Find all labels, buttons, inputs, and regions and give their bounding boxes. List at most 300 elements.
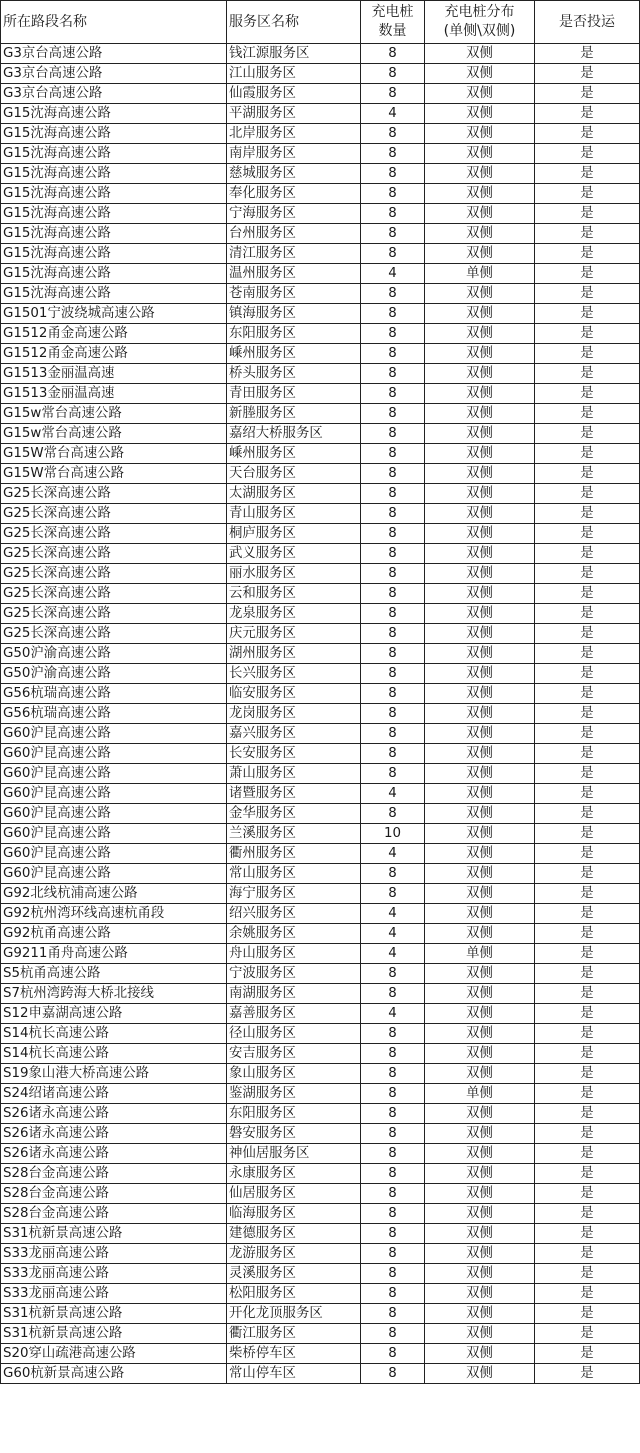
cell-in-operation: 是 bbox=[535, 344, 640, 364]
table-row bbox=[1, 104, 640, 124]
cell-charger-count: 8 bbox=[361, 1204, 425, 1224]
cell-in-operation: 是 bbox=[535, 384, 640, 404]
cell-road: G56杭瑞高速公路 bbox=[1, 704, 227, 724]
cell-charger-count: 8 bbox=[361, 1304, 425, 1324]
cell-charger-count: 8 bbox=[361, 384, 425, 404]
cell-service-area: 慈城服务区 bbox=[227, 164, 361, 184]
cell-road: S31杭新景高速公路 bbox=[1, 1224, 227, 1244]
table-row bbox=[1, 804, 640, 824]
cell-in-operation: 是 bbox=[535, 44, 640, 64]
cell-road: G15沈海高速公路 bbox=[1, 124, 227, 144]
table-header bbox=[1, 1, 640, 44]
cell-in-operation: 是 bbox=[535, 824, 640, 844]
cell-distribution: 双侧 bbox=[425, 284, 535, 304]
cell-service-area: 桥头服务区 bbox=[227, 364, 361, 384]
cell-distribution: 双侧 bbox=[425, 1124, 535, 1144]
cell-charger-count: 8 bbox=[361, 284, 425, 304]
table-row bbox=[1, 1144, 640, 1164]
cell-in-operation: 是 bbox=[535, 404, 640, 424]
cell-in-operation: 是 bbox=[535, 624, 640, 644]
cell-distribution: 双侧 bbox=[425, 44, 535, 64]
cell-road: G1513金丽温高速 bbox=[1, 364, 227, 384]
table-row bbox=[1, 884, 640, 904]
cell-road: G15w常台高速公路 bbox=[1, 404, 227, 424]
cell-in-operation: 是 bbox=[535, 884, 640, 904]
cell-service-area: 磐安服务区 bbox=[227, 1124, 361, 1144]
cell-distribution: 双侧 bbox=[425, 604, 535, 624]
cell-distribution: 双侧 bbox=[425, 384, 535, 404]
cell-road: G60沪昆高速公路 bbox=[1, 784, 227, 804]
cell-service-area: 宁海服务区 bbox=[227, 204, 361, 224]
cell-distribution: 双侧 bbox=[425, 924, 535, 944]
table-row bbox=[1, 404, 640, 424]
cell-in-operation: 是 bbox=[535, 984, 640, 1004]
cell-service-area: 鉴湖服务区 bbox=[227, 1084, 361, 1104]
cell-in-operation: 是 bbox=[535, 864, 640, 884]
cell-in-operation: 是 bbox=[535, 604, 640, 624]
table-row bbox=[1, 1004, 640, 1024]
cell-charger-count: 8 bbox=[361, 164, 425, 184]
cell-road: G60沪昆高速公路 bbox=[1, 764, 227, 784]
cell-distribution: 双侧 bbox=[425, 744, 535, 764]
cell-service-area: 余姚服务区 bbox=[227, 924, 361, 944]
cell-service-area: 嵊州服务区 bbox=[227, 344, 361, 364]
cell-distribution: 双侧 bbox=[425, 884, 535, 904]
cell-distribution: 双侧 bbox=[425, 484, 535, 504]
cell-distribution: 双侧 bbox=[425, 1224, 535, 1244]
cell-distribution: 双侧 bbox=[425, 224, 535, 244]
table-row bbox=[1, 964, 640, 984]
cell-service-area: 温州服务区 bbox=[227, 264, 361, 284]
cell-road: G15沈海高速公路 bbox=[1, 164, 227, 184]
cell-road: G25长深高速公路 bbox=[1, 504, 227, 524]
cell-charger-count: 8 bbox=[361, 524, 425, 544]
cell-charger-count: 10 bbox=[361, 824, 425, 844]
cell-distribution: 双侧 bbox=[425, 144, 535, 164]
cell-service-area: 东阳服务区 bbox=[227, 324, 361, 344]
cell-road: G25长深高速公路 bbox=[1, 584, 227, 604]
cell-road: G15W常台高速公路 bbox=[1, 444, 227, 464]
cell-service-area: 常山停车区 bbox=[227, 1364, 361, 1384]
cell-road: G15沈海高速公路 bbox=[1, 284, 227, 304]
cell-in-operation: 是 bbox=[535, 204, 640, 224]
cell-charger-count: 8 bbox=[361, 544, 425, 564]
table-row bbox=[1, 1084, 640, 1104]
cell-distribution: 双侧 bbox=[425, 1004, 535, 1024]
cell-road: G3京台高速公路 bbox=[1, 44, 227, 64]
table-row bbox=[1, 724, 640, 744]
cell-in-operation: 是 bbox=[535, 1304, 640, 1324]
cell-distribution: 双侧 bbox=[425, 904, 535, 924]
cell-in-operation: 是 bbox=[535, 704, 640, 724]
cell-charger-count: 8 bbox=[361, 304, 425, 324]
cell-service-area: 南湖服务区 bbox=[227, 984, 361, 1004]
cell-charger-count: 8 bbox=[361, 1044, 425, 1064]
cell-road: S14杭长高速公路 bbox=[1, 1024, 227, 1044]
table-row bbox=[1, 824, 640, 844]
table-row bbox=[1, 184, 640, 204]
cell-charger-count: 8 bbox=[361, 184, 425, 204]
cell-charger-count: 8 bbox=[361, 484, 425, 504]
cell-road: G25长深高速公路 bbox=[1, 564, 227, 584]
cell-distribution: 双侧 bbox=[425, 344, 535, 364]
cell-charger-count: 8 bbox=[361, 84, 425, 104]
cell-service-area: 新塍服务区 bbox=[227, 404, 361, 424]
cell-service-area: 丽水服务区 bbox=[227, 564, 361, 584]
cell-distribution: 双侧 bbox=[425, 64, 535, 84]
cell-in-operation: 是 bbox=[535, 1284, 640, 1304]
cell-distribution: 双侧 bbox=[425, 204, 535, 224]
cell-road: G60杭新景高速公路 bbox=[1, 1364, 227, 1384]
cell-service-area: 嘉绍大桥服务区 bbox=[227, 424, 361, 444]
cell-road: S31杭新景高速公路 bbox=[1, 1304, 227, 1324]
cell-service-area: 安吉服务区 bbox=[227, 1044, 361, 1064]
cell-service-area: 建德服务区 bbox=[227, 1224, 361, 1244]
table-row bbox=[1, 644, 640, 664]
cell-service-area: 嵊州服务区 bbox=[227, 444, 361, 464]
cell-service-area: 南岸服务区 bbox=[227, 144, 361, 164]
cell-road: G25长深高速公路 bbox=[1, 604, 227, 624]
cell-charger-count: 8 bbox=[361, 144, 425, 164]
table-row bbox=[1, 744, 640, 764]
cell-distribution: 双侧 bbox=[425, 324, 535, 344]
table-row bbox=[1, 664, 640, 684]
table-row bbox=[1, 204, 640, 224]
cell-road: S33龙丽高速公路 bbox=[1, 1244, 227, 1264]
cell-charger-count: 4 bbox=[361, 924, 425, 944]
cell-service-area: 武义服务区 bbox=[227, 544, 361, 564]
cell-road: G60沪昆高速公路 bbox=[1, 744, 227, 764]
cell-in-operation: 是 bbox=[535, 804, 640, 824]
cell-service-area: 金华服务区 bbox=[227, 804, 361, 824]
cell-road: S5杭甬高速公路 bbox=[1, 964, 227, 984]
cell-charger-count: 8 bbox=[361, 964, 425, 984]
cell-charger-count: 4 bbox=[361, 264, 425, 284]
table-row bbox=[1, 364, 640, 384]
table-row bbox=[1, 1364, 640, 1384]
cell-in-operation: 是 bbox=[535, 504, 640, 524]
cell-distribution: 双侧 bbox=[425, 424, 535, 444]
table-row bbox=[1, 984, 640, 1004]
cell-distribution: 双侧 bbox=[425, 244, 535, 264]
cell-in-operation: 是 bbox=[535, 544, 640, 564]
cell-charger-count: 8 bbox=[361, 1064, 425, 1084]
table-row bbox=[1, 144, 640, 164]
cell-service-area: 江山服务区 bbox=[227, 64, 361, 84]
cell-in-operation: 是 bbox=[535, 584, 640, 604]
cell-charger-count: 4 bbox=[361, 904, 425, 924]
cell-service-area: 天台服务区 bbox=[227, 464, 361, 484]
cell-distribution: 双侧 bbox=[425, 464, 535, 484]
cell-distribution: 双侧 bbox=[425, 1364, 535, 1384]
cell-road: G92杭甬高速公路 bbox=[1, 924, 227, 944]
header-charger-distribution bbox=[425, 1, 535, 44]
cell-service-area: 桐庐服务区 bbox=[227, 524, 361, 544]
cell-distribution: 双侧 bbox=[425, 844, 535, 864]
cell-in-operation: 是 bbox=[535, 304, 640, 324]
cell-charger-count: 8 bbox=[361, 1164, 425, 1184]
table-row bbox=[1, 944, 640, 964]
table-row bbox=[1, 1164, 640, 1184]
cell-in-operation: 是 bbox=[535, 484, 640, 504]
cell-charger-count: 8 bbox=[361, 864, 425, 884]
cell-road: G60沪昆高速公路 bbox=[1, 844, 227, 864]
table-row bbox=[1, 244, 640, 264]
cell-in-operation: 是 bbox=[535, 244, 640, 264]
cell-road: G15沈海高速公路 bbox=[1, 104, 227, 124]
cell-service-area: 灵溪服务区 bbox=[227, 1264, 361, 1284]
table-row bbox=[1, 264, 640, 284]
cell-charger-count: 8 bbox=[361, 244, 425, 264]
cell-distribution: 双侧 bbox=[425, 1204, 535, 1224]
cell-service-area: 清江服务区 bbox=[227, 244, 361, 264]
header-charger-count bbox=[361, 1, 425, 44]
cell-service-area: 嘉善服务区 bbox=[227, 1004, 361, 1024]
cell-service-area: 东阳服务区 bbox=[227, 1104, 361, 1124]
cell-road: G92杭州湾环线高速杭甬段 bbox=[1, 904, 227, 924]
cell-distribution: 双侧 bbox=[425, 584, 535, 604]
cell-road: G25长深高速公路 bbox=[1, 484, 227, 504]
table-row bbox=[1, 164, 640, 184]
cell-in-operation: 是 bbox=[535, 264, 640, 284]
cell-charger-count: 8 bbox=[361, 1104, 425, 1124]
cell-charger-count: 8 bbox=[361, 1224, 425, 1244]
cell-service-area: 宁波服务区 bbox=[227, 964, 361, 984]
cell-road: G15沈海高速公路 bbox=[1, 204, 227, 224]
cell-in-operation: 是 bbox=[535, 524, 640, 544]
table-row bbox=[1, 444, 640, 464]
cell-charger-count: 8 bbox=[361, 1264, 425, 1284]
cell-service-area: 苍南服务区 bbox=[227, 284, 361, 304]
cell-charger-count: 8 bbox=[361, 644, 425, 664]
cell-charger-count: 8 bbox=[361, 344, 425, 364]
cell-charger-count: 8 bbox=[361, 684, 425, 704]
cell-road: S31杭新景高速公路 bbox=[1, 1324, 227, 1344]
cell-in-operation: 是 bbox=[535, 844, 640, 864]
cell-distribution: 双侧 bbox=[425, 1104, 535, 1124]
cell-distribution: 双侧 bbox=[425, 444, 535, 464]
cell-service-area: 衢江服务区 bbox=[227, 1324, 361, 1344]
table-row bbox=[1, 464, 640, 484]
table-row bbox=[1, 1264, 640, 1284]
cell-distribution: 双侧 bbox=[425, 1264, 535, 1284]
cell-service-area: 龙岗服务区 bbox=[227, 704, 361, 724]
cell-in-operation: 是 bbox=[535, 144, 640, 164]
cell-road: G25长深高速公路 bbox=[1, 524, 227, 544]
cell-in-operation: 是 bbox=[535, 64, 640, 84]
cell-service-area: 开化龙顶服务区 bbox=[227, 1304, 361, 1324]
cell-distribution: 双侧 bbox=[425, 1284, 535, 1304]
cell-in-operation: 是 bbox=[535, 664, 640, 684]
table-row bbox=[1, 604, 640, 624]
cell-in-operation: 是 bbox=[535, 1004, 640, 1024]
table-row bbox=[1, 524, 640, 544]
cell-road: S19象山港大桥高速公路 bbox=[1, 1064, 227, 1084]
cell-in-operation: 是 bbox=[535, 944, 640, 964]
cell-charger-count: 8 bbox=[361, 1324, 425, 1344]
cell-road: S7杭州湾跨海大桥北接线 bbox=[1, 984, 227, 1004]
cell-charger-count: 8 bbox=[361, 564, 425, 584]
cell-charger-count: 8 bbox=[361, 744, 425, 764]
table-row bbox=[1, 624, 640, 644]
cell-service-area: 太湖服务区 bbox=[227, 484, 361, 504]
cell-road: S26诸永高速公路 bbox=[1, 1144, 227, 1164]
cell-distribution: 单侧 bbox=[425, 1084, 535, 1104]
cell-distribution: 双侧 bbox=[425, 1144, 535, 1164]
table-row bbox=[1, 1124, 640, 1144]
cell-in-operation: 是 bbox=[535, 444, 640, 464]
table-row bbox=[1, 1064, 640, 1084]
cell-service-area: 长兴服务区 bbox=[227, 664, 361, 684]
cell-distribution: 双侧 bbox=[425, 164, 535, 184]
cell-distribution: 双侧 bbox=[425, 1164, 535, 1184]
cell-distribution: 双侧 bbox=[425, 184, 535, 204]
table-row bbox=[1, 44, 640, 64]
cell-in-operation: 是 bbox=[535, 1344, 640, 1364]
cell-service-area: 松阳服务区 bbox=[227, 1284, 361, 1304]
cell-in-operation: 是 bbox=[535, 184, 640, 204]
cell-distribution: 双侧 bbox=[425, 664, 535, 684]
cell-in-operation: 是 bbox=[535, 924, 640, 944]
cell-road: G60沪昆高速公路 bbox=[1, 864, 227, 884]
cell-distribution: 双侧 bbox=[425, 1324, 535, 1344]
header-distribution-line1: 充电桩分布 bbox=[444, 4, 515, 20]
cell-road: G15沈海高速公路 bbox=[1, 224, 227, 244]
cell-distribution: 双侧 bbox=[425, 84, 535, 104]
cell-service-area: 仙居服务区 bbox=[227, 1184, 361, 1204]
cell-charger-count: 8 bbox=[361, 44, 425, 64]
cell-service-area: 萧山服务区 bbox=[227, 764, 361, 784]
cell-in-operation: 是 bbox=[535, 784, 640, 804]
cell-road: G25长深高速公路 bbox=[1, 544, 227, 564]
cell-charger-count: 4 bbox=[361, 784, 425, 804]
cell-in-operation: 是 bbox=[535, 764, 640, 784]
cell-charger-count: 8 bbox=[361, 1124, 425, 1144]
cell-service-area: 嘉兴服务区 bbox=[227, 724, 361, 744]
header-road: 所在路段名称 bbox=[1, 1, 227, 44]
cell-charger-count: 8 bbox=[361, 1144, 425, 1164]
cell-distribution: 双侧 bbox=[425, 364, 535, 384]
cell-charger-count: 4 bbox=[361, 944, 425, 964]
cell-charger-count: 8 bbox=[361, 364, 425, 384]
cell-service-area: 台州服务区 bbox=[227, 224, 361, 244]
cell-service-area: 青田服务区 bbox=[227, 384, 361, 404]
table-row bbox=[1, 304, 640, 324]
header-charger-count-line1: 充电桩 bbox=[371, 4, 414, 20]
cell-in-operation: 是 bbox=[535, 1084, 640, 1104]
cell-distribution: 单侧 bbox=[425, 944, 535, 964]
cell-road: G25长深高速公路 bbox=[1, 624, 227, 644]
table-row bbox=[1, 124, 640, 144]
cell-in-operation: 是 bbox=[535, 1064, 640, 1084]
cell-service-area: 平湖服务区 bbox=[227, 104, 361, 124]
cell-charger-count: 8 bbox=[361, 1024, 425, 1044]
cell-charger-count: 8 bbox=[361, 624, 425, 644]
cell-charger-count: 8 bbox=[361, 764, 425, 784]
cell-distribution: 双侧 bbox=[425, 784, 535, 804]
cell-in-operation: 是 bbox=[535, 1264, 640, 1284]
table-row bbox=[1, 1044, 640, 1064]
cell-road: G15沈海高速公路 bbox=[1, 184, 227, 204]
cell-service-area: 临海服务区 bbox=[227, 1204, 361, 1224]
cell-in-operation: 是 bbox=[535, 1224, 640, 1244]
cell-service-area: 绍兴服务区 bbox=[227, 904, 361, 924]
cell-road: G1501宁波绕城高速公路 bbox=[1, 304, 227, 324]
table-row bbox=[1, 1204, 640, 1224]
cell-charger-count: 8 bbox=[361, 1364, 425, 1384]
cell-service-area: 径山服务区 bbox=[227, 1024, 361, 1044]
cell-road: S28台金高速公路 bbox=[1, 1164, 227, 1184]
cell-distribution: 双侧 bbox=[425, 104, 535, 124]
table-row bbox=[1, 1224, 640, 1244]
cell-road: G3京台高速公路 bbox=[1, 64, 227, 84]
cell-service-area: 龙游服务区 bbox=[227, 1244, 361, 1264]
cell-in-operation: 是 bbox=[535, 164, 640, 184]
header-charger-count-line2: 数量 bbox=[378, 23, 407, 39]
table-row bbox=[1, 1024, 640, 1044]
cell-road: G15w常台高速公路 bbox=[1, 424, 227, 444]
cell-distribution: 双侧 bbox=[425, 1064, 535, 1084]
cell-in-operation: 是 bbox=[535, 1164, 640, 1184]
cell-distribution: 双侧 bbox=[425, 544, 535, 564]
table-row bbox=[1, 1104, 640, 1124]
cell-in-operation: 是 bbox=[535, 1044, 640, 1064]
cell-charger-count: 8 bbox=[361, 424, 425, 444]
cell-service-area: 神仙居服务区 bbox=[227, 1144, 361, 1164]
cell-distribution: 双侧 bbox=[425, 1344, 535, 1364]
cell-charger-count: 8 bbox=[361, 404, 425, 424]
cell-in-operation: 是 bbox=[535, 1364, 640, 1384]
cell-road: G56杭瑞高速公路 bbox=[1, 684, 227, 704]
cell-road: G1513金丽温高速 bbox=[1, 384, 227, 404]
table-row bbox=[1, 344, 640, 364]
cell-road: G3京台高速公路 bbox=[1, 84, 227, 104]
cell-distribution: 双侧 bbox=[425, 724, 535, 744]
cell-in-operation: 是 bbox=[535, 904, 640, 924]
cell-service-area: 青山服务区 bbox=[227, 504, 361, 524]
cell-service-area: 仙霞服务区 bbox=[227, 84, 361, 104]
cell-charger-count: 8 bbox=[361, 584, 425, 604]
cell-charger-count: 8 bbox=[361, 224, 425, 244]
cell-distribution: 双侧 bbox=[425, 764, 535, 784]
table-row bbox=[1, 904, 640, 924]
cell-in-operation: 是 bbox=[535, 1144, 640, 1164]
cell-charger-count: 8 bbox=[361, 124, 425, 144]
cell-distribution: 双侧 bbox=[425, 504, 535, 524]
table-row bbox=[1, 324, 640, 344]
cell-road: G50沪渝高速公路 bbox=[1, 644, 227, 664]
cell-charger-count: 4 bbox=[361, 1004, 425, 1024]
table-row bbox=[1, 504, 640, 524]
table-row bbox=[1, 1344, 640, 1364]
cell-charger-count: 4 bbox=[361, 844, 425, 864]
cell-service-area: 海宁服务区 bbox=[227, 884, 361, 904]
table-row bbox=[1, 844, 640, 864]
cell-in-operation: 是 bbox=[535, 324, 640, 344]
table-row bbox=[1, 764, 640, 784]
table-row bbox=[1, 1304, 640, 1324]
cell-in-operation: 是 bbox=[535, 284, 640, 304]
cell-charger-count: 8 bbox=[361, 464, 425, 484]
cell-charger-count: 8 bbox=[361, 1244, 425, 1264]
cell-road: G15W常台高速公路 bbox=[1, 464, 227, 484]
cell-road: S33龙丽高速公路 bbox=[1, 1284, 227, 1304]
cell-road: G50沪渝高速公路 bbox=[1, 664, 227, 684]
header-row bbox=[1, 1, 640, 44]
cell-distribution: 双侧 bbox=[425, 524, 535, 544]
cell-in-operation: 是 bbox=[535, 464, 640, 484]
cell-road: S12申嘉湖高速公路 bbox=[1, 1004, 227, 1024]
